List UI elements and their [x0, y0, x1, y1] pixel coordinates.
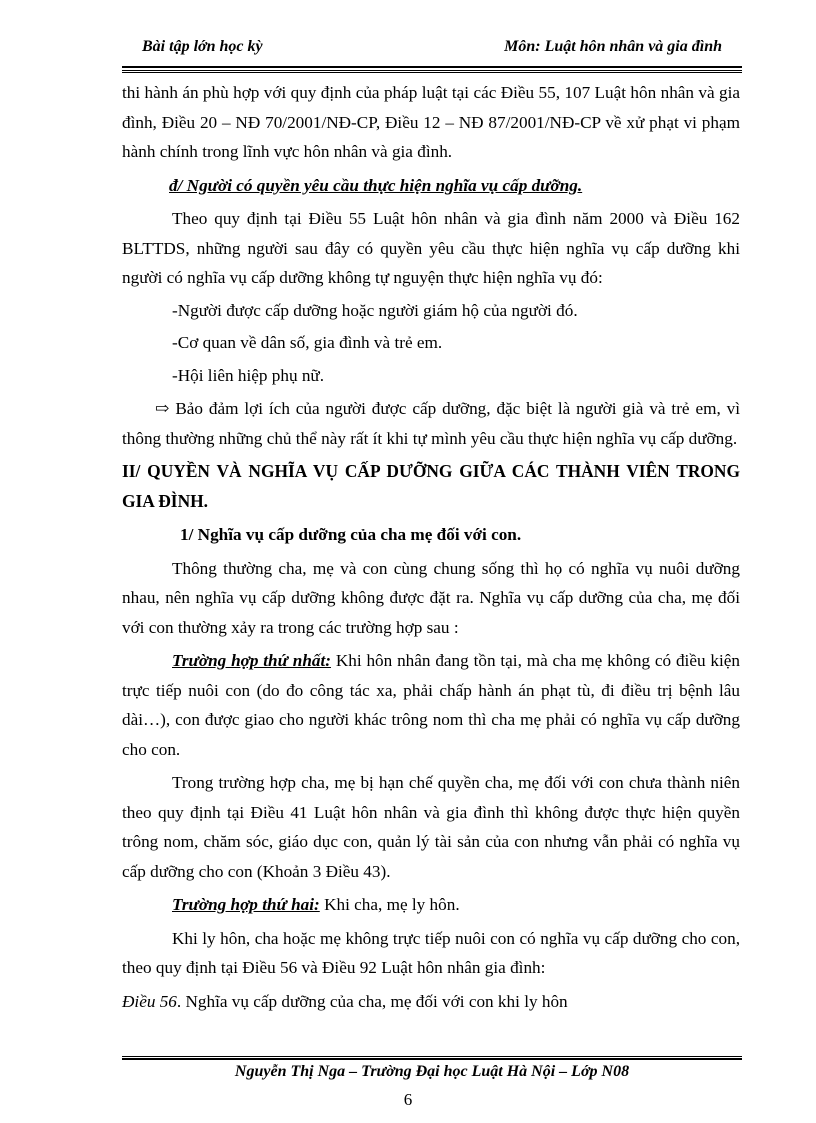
document-body: [122, 78, 740, 1016]
paragraph-arrow: [122, 394, 740, 453]
paragraph-2: Trong trường hợp cha, mẹ bị hạn chế quyền cha, mẹ đối với con chưa thành niên theo quy định tại Điều 41 Luật hôn nhân và gia đình thì không được thực hiện quyền trông nom, chăm sóc, giáo dục con, quản lý tài sản của con nhưng vẫn phải có nghĩa vụ cấp dưỡng cho con (Khoản 3 Điều 43).: [122, 773, 740, 881]
footer-rule: [122, 1058, 742, 1060]
paragraph-case-2: [122, 890, 740, 920]
header-rule-thin: [122, 70, 742, 71]
case-1-text: Khi hôn nhân đang tồn tại, mà cha mẹ không có điều kiện trực tiếp nuôi con (do đo công tác xa, phải chấp hành án phạt tù, đi điều trị bệnh lâu dài…), con được giao cho người khác trông nom thì cha mẹ phải có nghĩa vụ cấp dưỡng cho con.: [122, 651, 740, 759]
paragraph-1: Thông thường cha, mẹ và con cùng chung sống thì họ có nghĩa vụ nuôi dưỡng nhau, nên nghĩa vụ cấp dưỡng không được đặt ra. Nghĩa vụ cấp dưỡng của cha, mẹ đối với con thường xảy ra trong các trường hợp sau :: [122, 558, 740, 637]
page-footer: Nguyễn Thị Nga – Trường Đại học Luật Hà Nội – Lớp N08: [234, 1063, 630, 1080]
page-header: [122, 32, 742, 62]
arrow-text: Bảo đảm lợi ích của người được cấp dưỡng, đặc biệt là người già và trẻ em, vì thông thường những chủ thể này rất ít khi tự mình yêu cầu thực hiện nghĩa vụ cấp dưỡng.: [122, 399, 741, 448]
header-right: Môn: Luật hôn nhân và gia đình: [504, 38, 722, 55]
page-number: 6: [403, 1090, 413, 1109]
list-item: -Hội liên hiệp phụ nữ.: [172, 365, 325, 385]
paragraph-d1: Theo quy định tại Điều 55 Luật hôn nhân và gia đình năm 2000 và Điều 162 BLTTDS, những người sau đây có quyền yêu cầu thực hiện nghĩa vụ cấp dưỡng khi người có nghĩa vụ cấp dưỡng không tự nguyện thực hiện nghĩa vụ đó:: [122, 209, 740, 287]
header-rule: [122, 66, 742, 68]
list-item: -Người được cấp dưỡng hoặc người giám hộ của người đó.: [172, 300, 578, 320]
subsection-heading-1: 1/ Nghĩa vụ cấp dưỡng của cha mẹ đối với con.: [180, 525, 522, 544]
paragraph-continued: thi hành án phù hợp với quy định của pháp luật tại các Điều 55, 107 Luật hôn nhân và gia đình, Điều 20 – NĐ 70/2001/NĐ-CP, Điều 12 – NĐ 87/2001/NĐ-CP về xử phạt vi phạm hành chính trong lĩnh vực hôn nhân và gia đình.: [122, 83, 740, 161]
footer-rule-thin: [122, 1056, 742, 1057]
article-title: . Nghĩa vụ cấp dưỡng của cha, mẹ đối với con khi ly hôn: [176, 991, 568, 1011]
header-rule-thin-2: [122, 72, 742, 73]
case-2-text: Khi cha, mẹ ly hôn.: [319, 895, 460, 914]
arrow-icon: ⇨: [155, 399, 170, 418]
paragraph-case-1: [122, 646, 740, 764]
header-left: Bài tập lớn học kỳ: [142, 38, 263, 55]
section-heading-d: đ/ Người có quyền yêu cầu thực hiện nghĩa vụ cấp dưỡng.: [169, 175, 583, 195]
article-label: Điều 56: [122, 991, 177, 1011]
paragraph-3: Khi ly hôn, cha hoặc mẹ không trực tiếp nuôi con có nghĩa vụ cấp dưỡng cho con, theo quy định tại Điều 56 và Điều 92 Luật hôn nhân gia đình:: [122, 928, 740, 977]
article-heading: [122, 987, 740, 1017]
case-2-label: Trường hợp thứ hai:: [172, 895, 320, 914]
list-item: -Cơ quan về dân số, gia đình và trẻ em.: [172, 333, 443, 352]
section-heading-ii: II/ QUYỀN VÀ NGHĨA VỤ CẤP DƯỠNG GIỮA CÁC THÀNH VIÊN TRONG GIA ĐÌNH.: [122, 461, 740, 511]
case-1-label: Trường hợp thứ nhất:: [172, 651, 331, 670]
